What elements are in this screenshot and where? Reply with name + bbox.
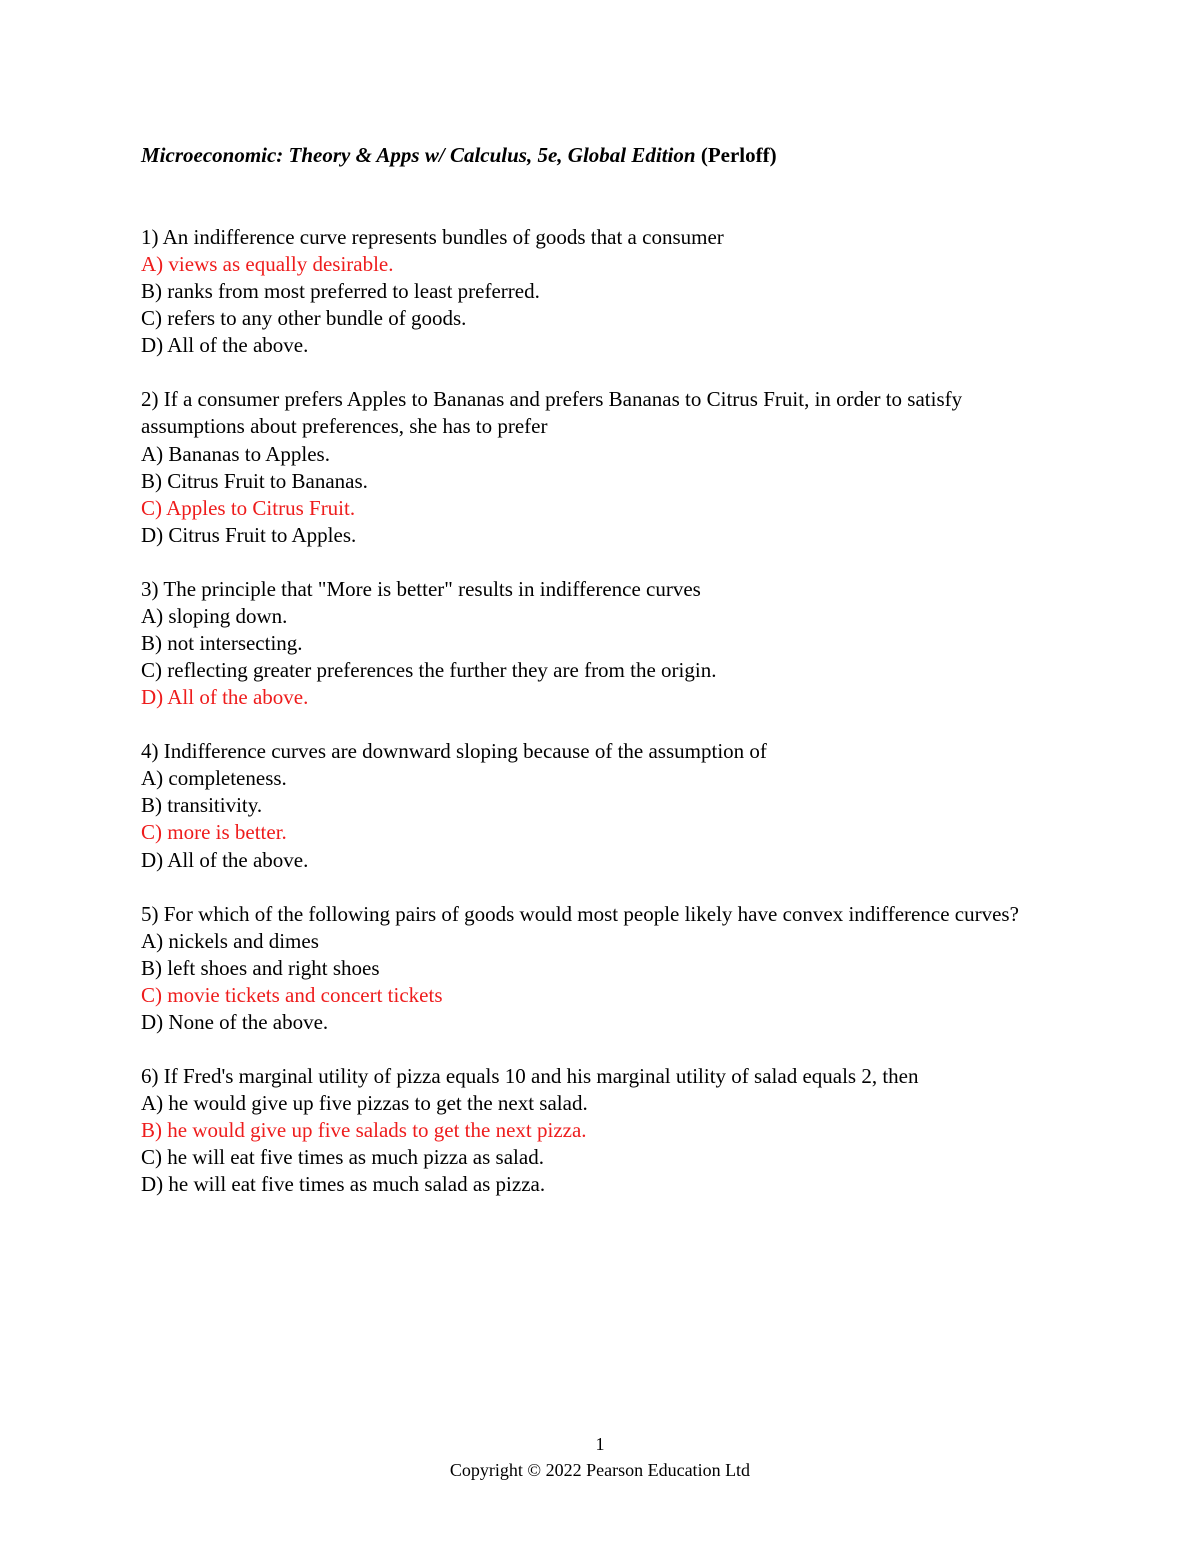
page-number: 1 bbox=[595, 1434, 605, 1454]
correct-answer-option: C) more is better. bbox=[141, 820, 287, 845]
answer-option: D) he will eat five times as much salad as pizza. bbox=[141, 1172, 546, 1197]
copyright-notice: Copyright © 2022 Pearson Education Ltd bbox=[449, 1460, 751, 1480]
question-stem: 1) An indifference curve represents bundles of goods that a consumer bbox=[141, 225, 724, 249]
answer-option: C) refers to any other bundle of goods. bbox=[141, 306, 467, 331]
answer-option: B) Citrus Fruit to Bananas. bbox=[141, 468, 368, 493]
answer-option: A) completeness. bbox=[141, 766, 287, 791]
answer-option: B) ranks from most preferred to least preferred. bbox=[141, 279, 540, 304]
question-stem: 5) For which of the following pairs of goods would most people likely have convex indifference curves? bbox=[141, 901, 1019, 926]
correct-answer-option: B) he would give up five salads to get the next pizza. bbox=[141, 1118, 587, 1143]
answer-option: A) nickels and dimes bbox=[141, 928, 319, 953]
question-item bbox=[141, 576, 1061, 711]
answer-option: D) All of the above. bbox=[141, 847, 309, 872]
answer-option: B) not intersecting. bbox=[141, 631, 303, 655]
book-author: (Perloff) bbox=[700, 143, 777, 167]
question-stem: 3) The principle that "More is better" results in indifference curves bbox=[141, 576, 701, 601]
correct-answer-option: C) Apples to Citrus Fruit. bbox=[141, 495, 356, 520]
book-title: Microeconomic: Theory & Apps w/ Calculus, 5e, Global Edition bbox=[141, 143, 696, 167]
question-item bbox=[141, 901, 1061, 1036]
answer-option: A) Bananas to Apples. bbox=[141, 441, 330, 466]
answer-option: C) he will eat five times as much pizza as salad. bbox=[141, 1145, 544, 1170]
question-item bbox=[141, 386, 1061, 549]
question-item bbox=[141, 224, 1061, 359]
correct-answer-option: C) movie tickets and concert tickets bbox=[141, 982, 443, 1007]
answer-option: B) left shoes and right shoes bbox=[141, 955, 380, 980]
answer-option: A) he would give up five pizzas to get the next salad. bbox=[141, 1090, 588, 1115]
question-stem: 6) If Fred's marginal utility of pizza equals 10 and his marginal utility of salad equals 2, then bbox=[141, 1063, 919, 1088]
correct-answer-option: D) All of the above. bbox=[141, 685, 309, 710]
question-item bbox=[141, 738, 1061, 873]
question-stem: 2) If a consumer prefers Apples to Bananas and prefers Bananas to Citrus Fruit, in order to satisfy assumptions about preferences, she has to prefer bbox=[141, 387, 963, 439]
answer-option: C) reflecting greater preferences the further they are from the origin. bbox=[141, 658, 717, 683]
answer-option: D) All of the above. bbox=[141, 333, 309, 358]
answer-option: D) None of the above. bbox=[141, 1009, 329, 1034]
question-list bbox=[141, 224, 1061, 1225]
answer-option: A) sloping down. bbox=[141, 603, 288, 628]
correct-answer-option: A) views as equally desirable. bbox=[141, 252, 394, 277]
question-stem: 4) Indifference curves are downward sloping because of the assumption of bbox=[141, 739, 767, 764]
question-item bbox=[141, 1063, 1061, 1198]
answer-option: D) Citrus Fruit to Apples. bbox=[141, 522, 357, 547]
document-title bbox=[141, 143, 777, 168]
answer-option: B) transitivity. bbox=[141, 793, 263, 818]
